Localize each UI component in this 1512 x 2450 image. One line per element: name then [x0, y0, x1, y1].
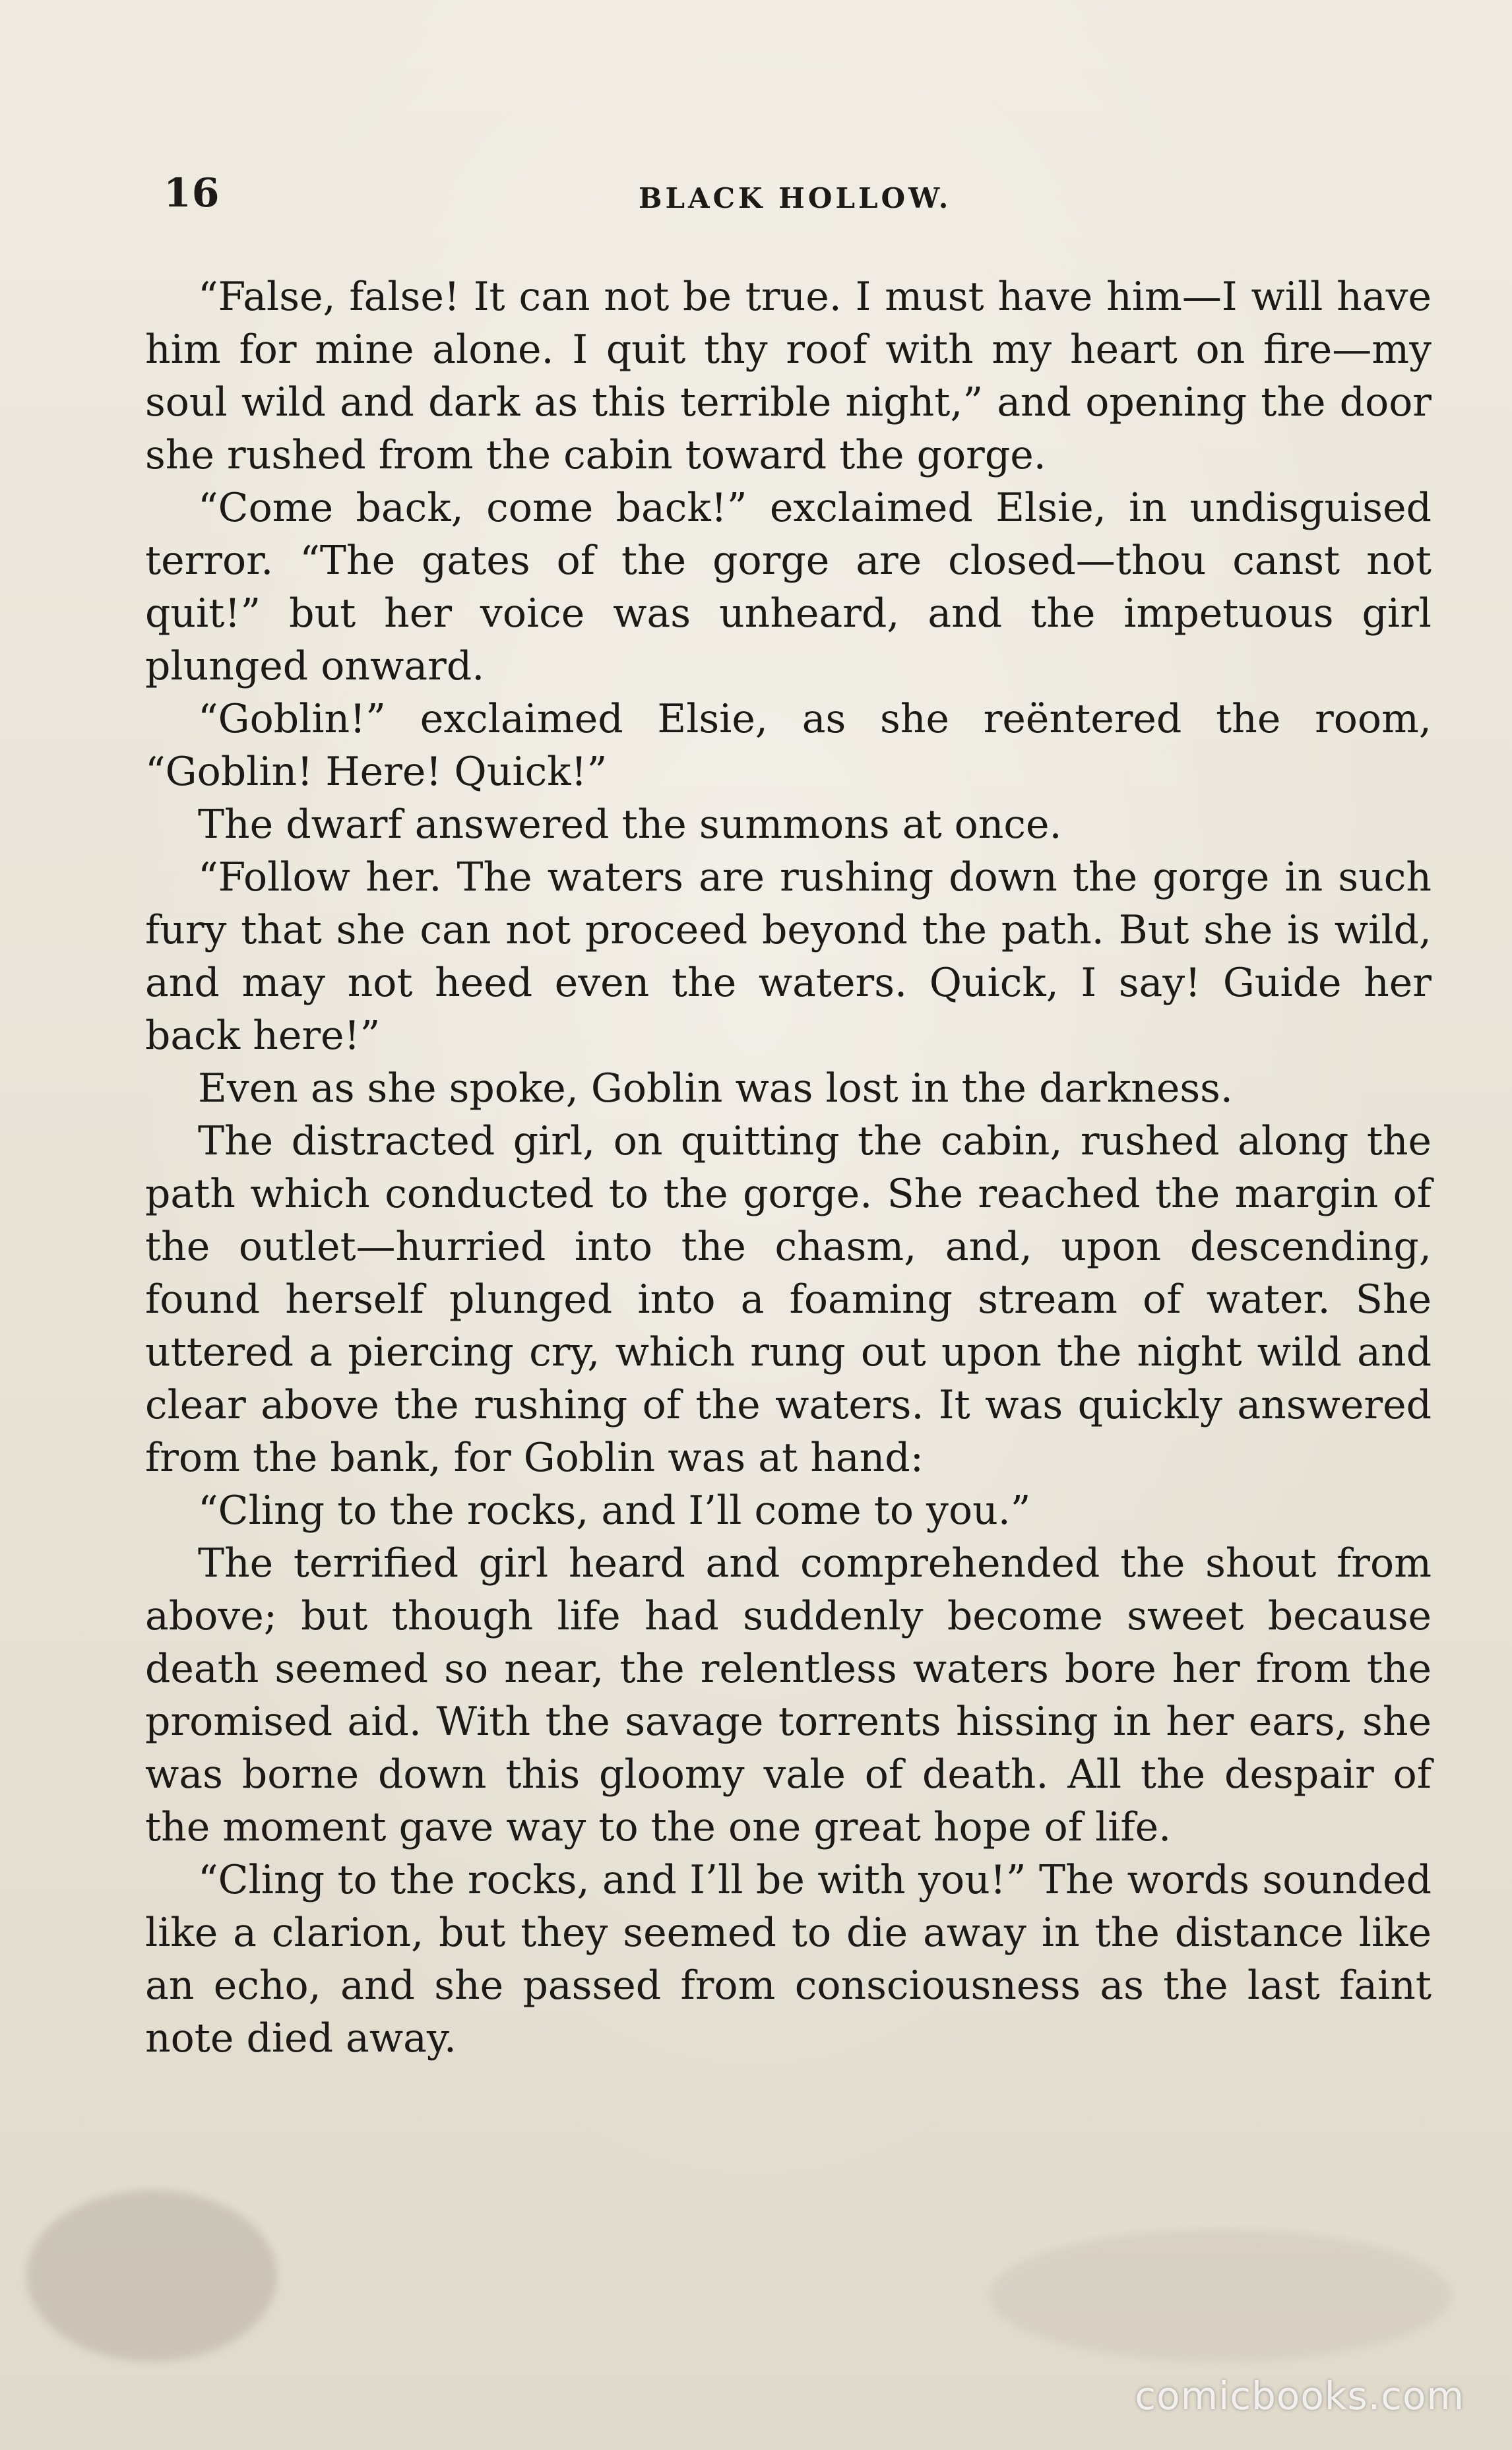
page-stain — [26, 2190, 277, 2362]
paragraph: The distracted girl, on quitting the cabin, rushed along the path which conducted to the gorge. She reached the margin of the outlet—hurried into the chasm, and, upon descending, found herself plunged into a foaming stream of water. She uttered a piercing cry, which rung out upon the night wild and clear above the rushing of the waters. It was quickly answered from the bank, for Goblin was at hand: — [145, 1118, 1432, 1481]
paragraph: The terrified girl heard and comprehended the shout from above; but though life had suddenly become sweet because death seemed so near, the relentless waters bore her from the promised aid. With the savage torrents hissing in her ears, she was borne down this gloomy vale of death. All the despair of the moment gave way to the one great hope of life. — [145, 1540, 1432, 1850]
page-header — [164, 170, 1430, 223]
body-text — [145, 270, 1432, 2065]
running-title: BLACK HOLLOW. — [639, 182, 952, 214]
paragraph: The dwarf answered the summons at once. — [198, 801, 1062, 848]
paragraph: “False, false! It can not be true. I must have him—I will have him for mine alone. I quit thy roof with my heart on fire—my soul wild and dark as this terrible night,” and opening the door she rushed from the cabin toward the gorge. — [145, 274, 1432, 478]
site-watermark: comicbooks.com — [1135, 2373, 1465, 2418]
page-stain — [990, 2230, 1451, 2362]
paragraph: “Follow her. The waters are rushing down the gorge in such fury that she can not proceed beyond the path. But she is wild, and may not heed even the waters. Quick, I say! Guide her back here!” — [145, 854, 1432, 1059]
paragraph: Even as she spoke, Goblin was lost in the darkness. — [198, 1065, 1233, 1112]
page-number: 16 — [164, 170, 220, 216]
paragraph: “Cling to the rocks, and I’ll be with you!” The words sounded like a clarion, but they seemed to die away in the distance like an echo, and she passed from consciousness as the last faint note died away. — [145, 1857, 1432, 2061]
paragraph: “Goblin!” exclaimed Elsie, as she reëntered the room, “Goblin! Here! Quick!” — [145, 696, 1432, 795]
paragraph: “Cling to the rocks, and I’ll come to you.” — [198, 1488, 1031, 1534]
paragraph: “Come back, come back!” exclaimed Elsie, in undisguised terror. “The gates of the gorge are closed—thou canst not quit!” but her voice was unheard, and the impetuous girl plunged onward. — [145, 485, 1432, 689]
